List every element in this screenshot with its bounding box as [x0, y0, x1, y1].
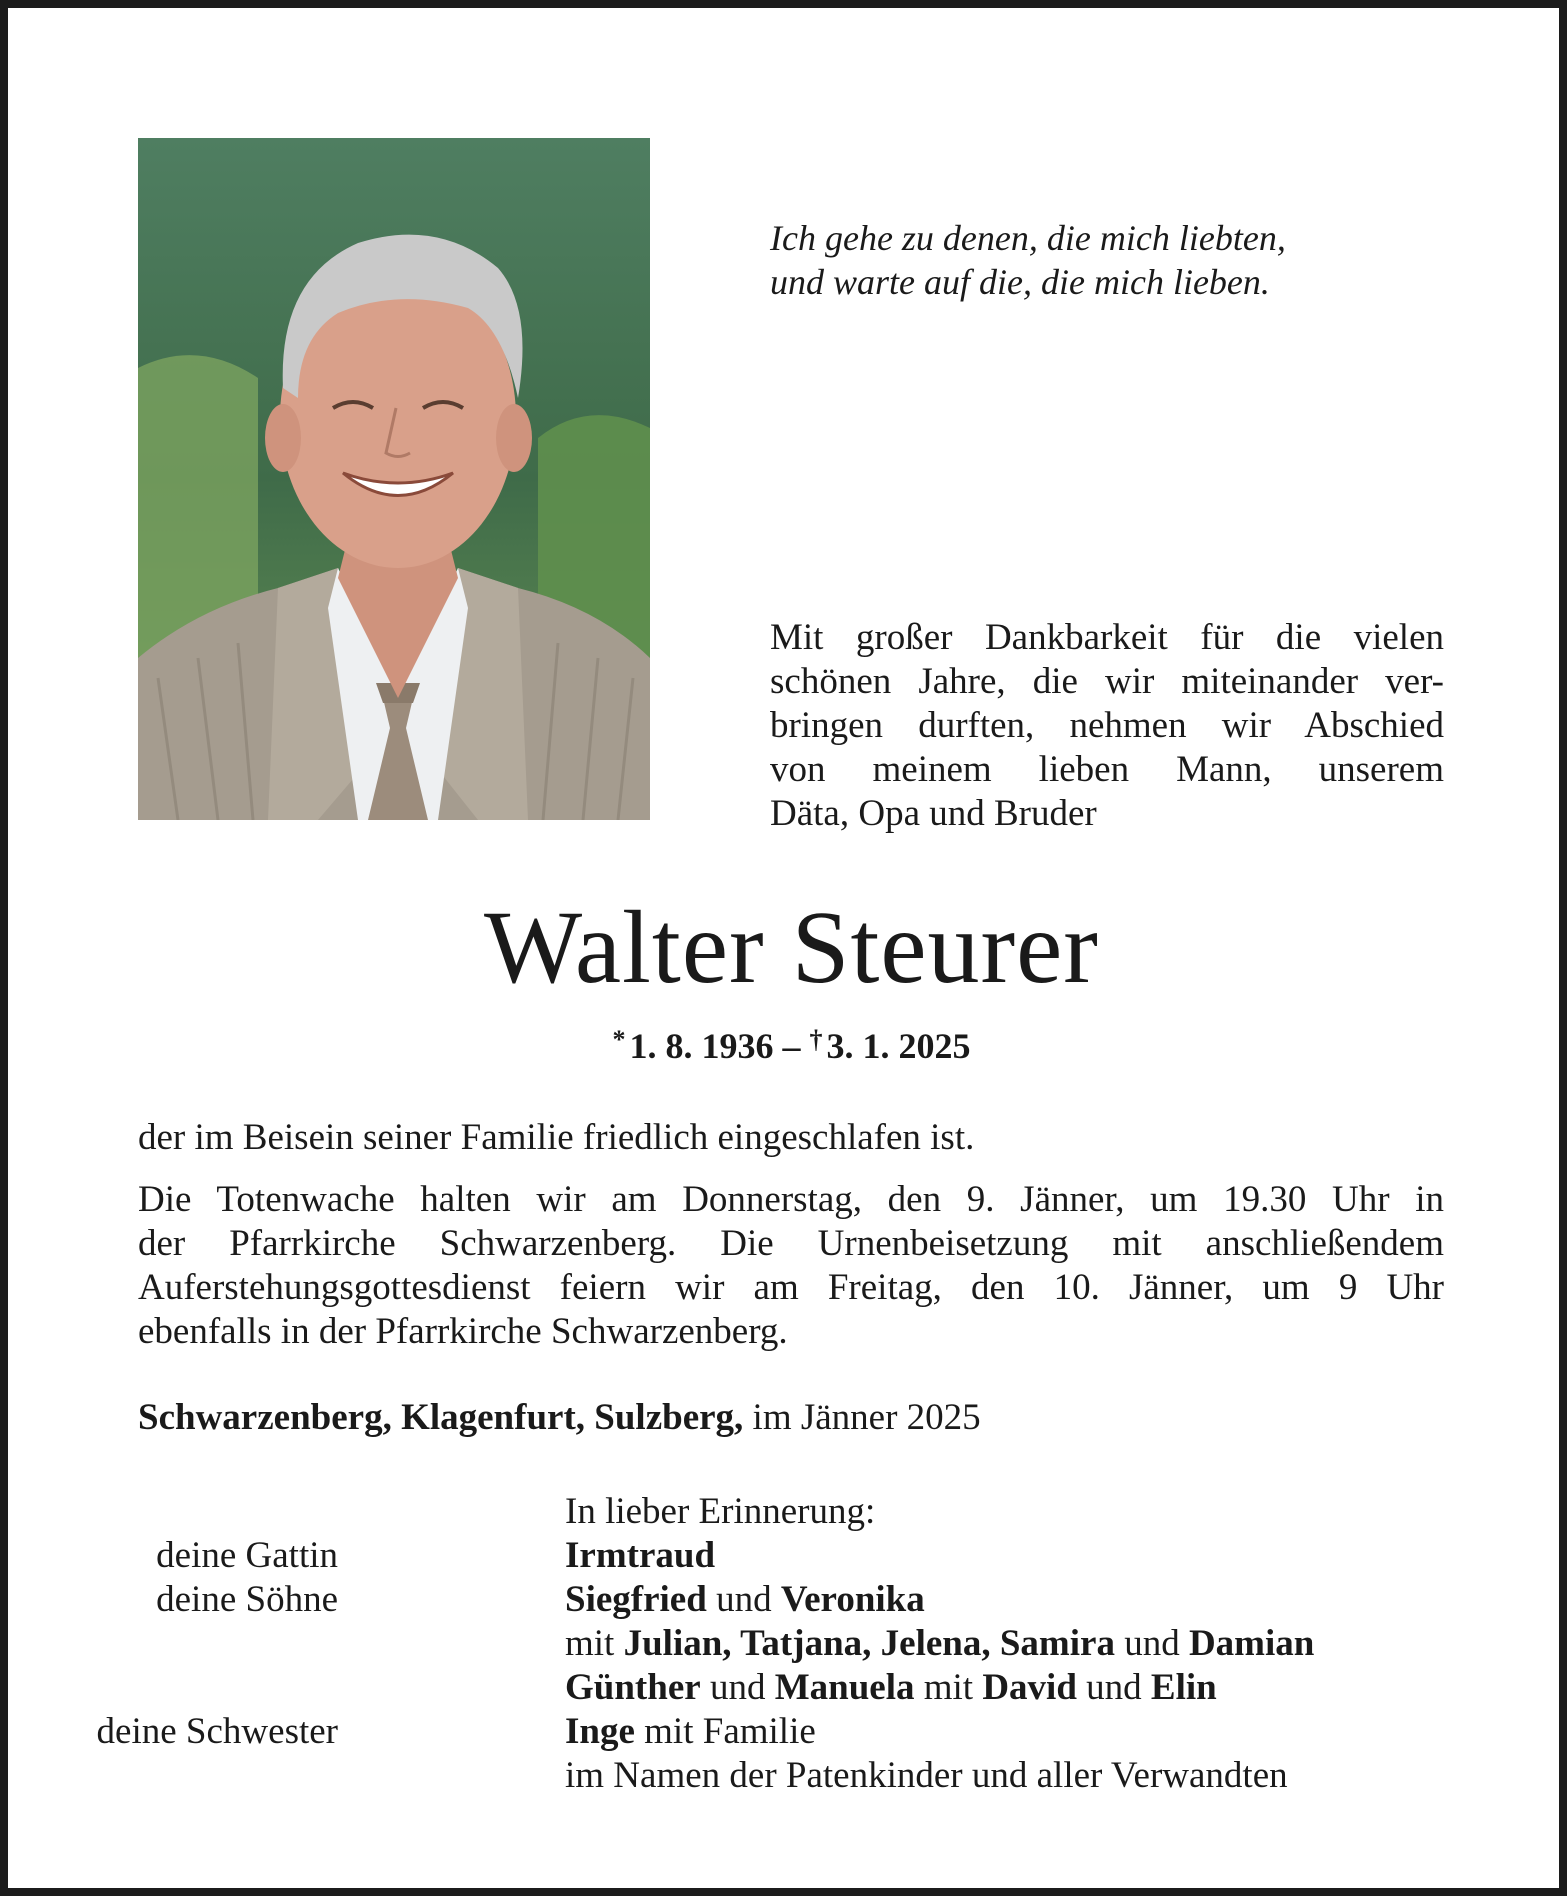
death-symbol: † [809, 1025, 823, 1054]
conjunction: mit [565, 1623, 624, 1664]
family-names [565, 1710, 816, 1754]
family-list [96, 1490, 1458, 1798]
family-row-son2 [138, 1666, 1458, 1710]
family-heading: In lieber Erinnerung: [565, 1491, 876, 1532]
family-names [565, 1622, 1314, 1666]
family-row-sister [96, 1710, 1458, 1754]
intro-line: von meinem lieben Mann, unserem [770, 749, 1444, 790]
motto-quote [770, 216, 1470, 304]
deceased-name: Walter Steurer [484, 890, 1099, 1005]
son-name: Siegfried [565, 1579, 707, 1620]
conjunction: und [700, 1667, 775, 1708]
portrait-illustration [138, 138, 650, 820]
son-name: Günther [565, 1667, 701, 1708]
date-separator: – [773, 1026, 810, 1066]
partner-name: Veronika [780, 1579, 925, 1620]
wife-name: Irmtraud [565, 1535, 716, 1576]
conjunction: mit [914, 1667, 983, 1708]
relation-label: deine Gattin [156, 1535, 338, 1576]
conjunction: und [706, 1579, 781, 1620]
family-row-wife [138, 1534, 1458, 1578]
intro-line: schönen Jahre, die wir miteinander ver- [770, 661, 1444, 702]
details-line: ebenfalls in der Pfarrkirche Schwarzenberg. [138, 1311, 788, 1352]
intro-line: bringen durften, nehmen wir Abschied [770, 705, 1444, 746]
grandchild-name: Elin [1150, 1667, 1217, 1708]
birth-symbol: * [612, 1025, 626, 1054]
conjunction: und [1076, 1667, 1151, 1708]
sister-suffix: mit Familie [634, 1711, 816, 1752]
death-date: 3. 1. 2025 [826, 1026, 971, 1066]
family-names [565, 1578, 925, 1622]
grandchild-name: David [982, 1667, 1077, 1708]
details-line: Die Totenwache halten wir am Donnerstag, den 9. Jänner, um 19.30 Uhr in [138, 1179, 1444, 1220]
portrait-photo [138, 138, 650, 820]
conjunction: und [1114, 1623, 1189, 1664]
intro-paragraph [770, 616, 1444, 836]
family-heading-row [138, 1490, 1458, 1534]
life-dates [8, 1018, 1567, 1068]
partner-name: Manuela [774, 1667, 915, 1708]
grandchildren-names: Julian, Tatjana, Jelena, Samira [623, 1623, 1115, 1664]
family-row-sons [138, 1578, 1458, 1622]
grandchild-name: Damian [1188, 1623, 1315, 1664]
intro-line: Mit großer Dankbarkeit für die vielen [770, 617, 1444, 658]
motto-line: Ich gehe zu denen, die mich liebten, [770, 218, 1286, 258]
place-date-line [138, 1396, 1448, 1440]
body-sentence: der im Beisein seiner Familie friedlich eingeschlafen ist. [138, 1117, 975, 1158]
sister-name: Inge [565, 1711, 635, 1752]
places: Schwarzenberg, Klagenfurt, Sulzberg, [138, 1397, 744, 1438]
place-date: im Jänner 2025 [743, 1397, 981, 1438]
funeral-details [138, 1178, 1444, 1354]
relation-label: deine Schwester [96, 1711, 338, 1752]
intro-line: Däta, Opa und Bruder [770, 793, 1097, 834]
motto-line: und warte auf die, die mich lieben. [770, 262, 1270, 302]
details-line: der Pfarrkirche Schwarzenberg. Die Urnenbeisetzung mit anschließendem [138, 1223, 1444, 1264]
closing-line: im Namen der Patenkinder und aller Verwandten [565, 1755, 1288, 1796]
family-row-closing [138, 1754, 1458, 1798]
details-line: Auferstehungsgottesdienst feiern wir am Freitag, den 10. Jänner, um 9 Uhr [138, 1267, 1444, 1308]
birth-date: 1. 8. 1936 [629, 1026, 774, 1066]
relation-label: deine Söhne [156, 1579, 338, 1620]
family-row-grandchildren [138, 1622, 1458, 1666]
family-names [565, 1534, 715, 1578]
family-names [565, 1666, 1217, 1710]
